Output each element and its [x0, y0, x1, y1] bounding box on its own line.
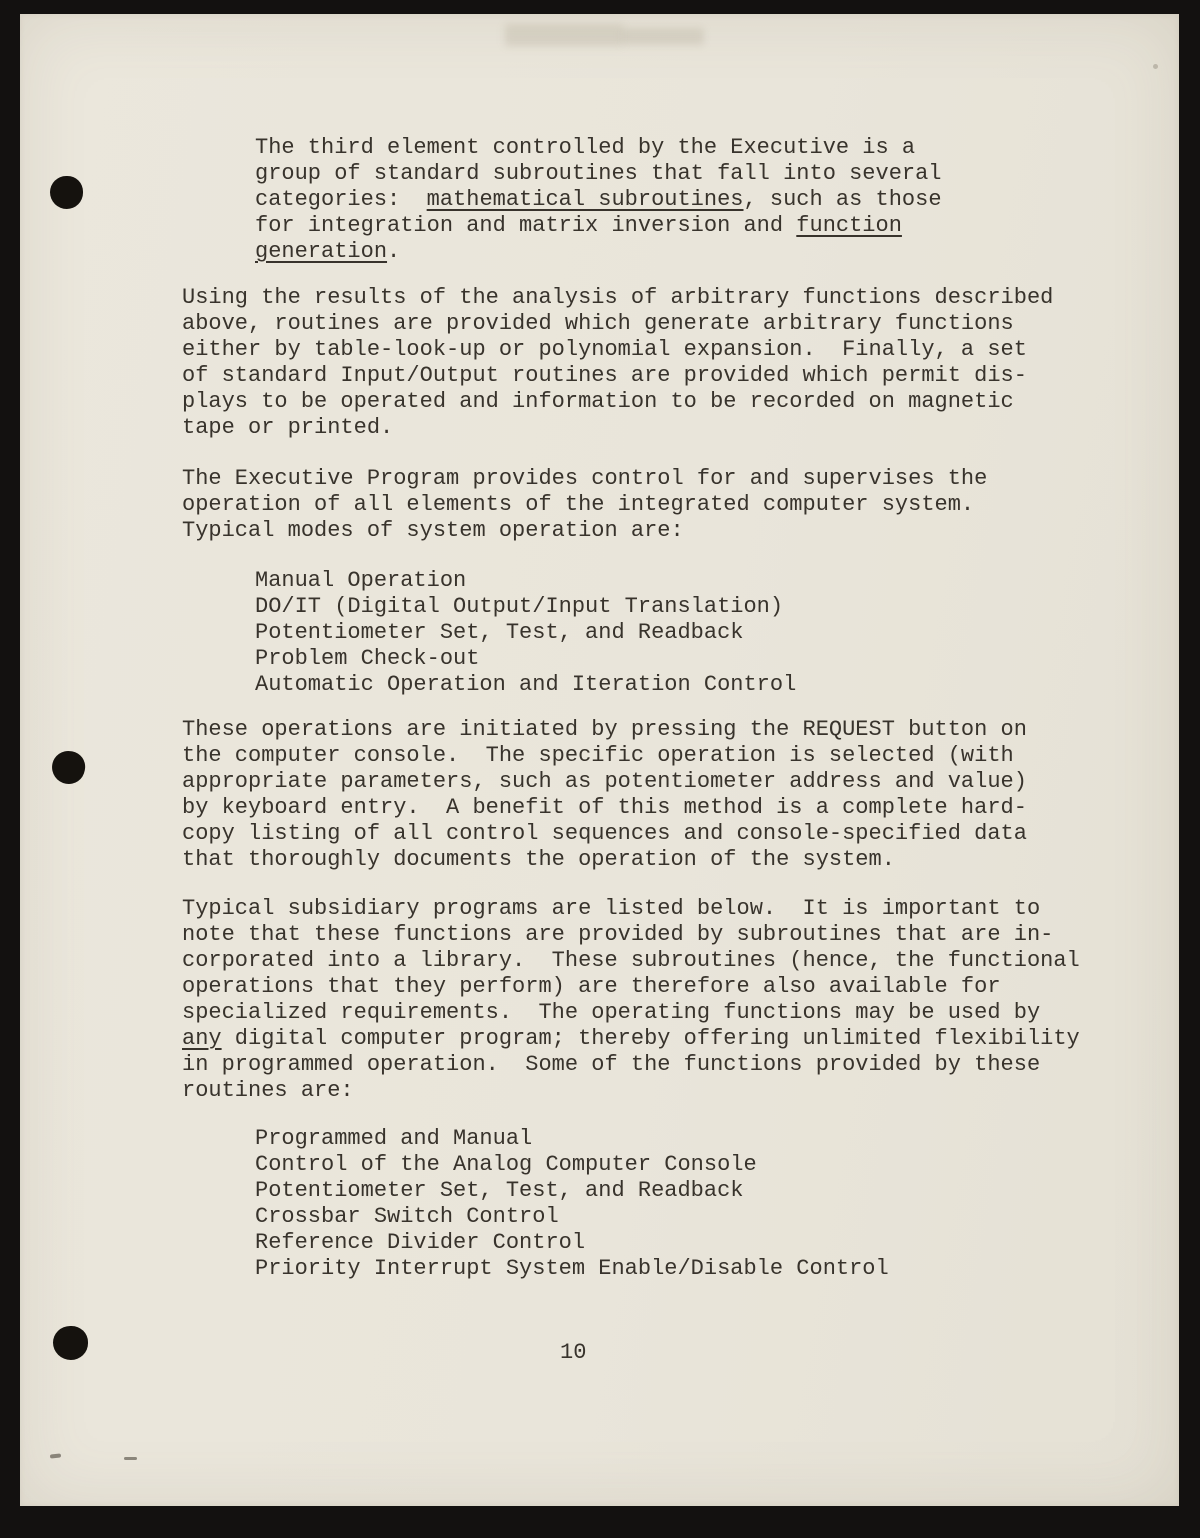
text-segment: categories:	[255, 187, 427, 212]
text-line	[182, 518, 987, 544]
paragraph-6	[182, 896, 1080, 1104]
text-line	[182, 415, 1053, 441]
list-item	[255, 1230, 889, 1256]
text-segment: Potentiometer Set, Test, and Readback	[255, 1178, 744, 1203]
text-line	[182, 974, 1080, 1000]
text-line	[182, 1026, 1080, 1052]
list-item	[255, 568, 796, 594]
text-line	[255, 213, 942, 239]
text-line	[182, 1052, 1080, 1078]
document-page	[20, 14, 1179, 1506]
paragraph-3	[182, 466, 987, 544]
text-segment: Manual Operation	[255, 568, 467, 593]
text-line	[182, 492, 987, 518]
paragraph-1	[255, 135, 942, 265]
text-segment: The third element controlled by the Executive is a	[255, 135, 916, 160]
text-segment: plays to be operated and information to be recorded on magnetic	[182, 389, 1014, 414]
text-segment: operations that they perform) are therefore also available for	[182, 974, 1001, 999]
text-segment: Control of the Analog Computer Console	[255, 1152, 757, 1177]
text-segment: These operations are initiated by pressing the REQUEST button on	[182, 717, 1027, 742]
text-line	[182, 1000, 1080, 1026]
text-line	[255, 161, 942, 187]
text-line	[182, 389, 1053, 415]
text-segment: , such as those	[743, 187, 942, 212]
list-7	[255, 1126, 889, 1282]
text-segment: corporated into a library. These subroutines (hence, the functional	[182, 948, 1080, 973]
text-segment: Priority Interrupt System Enable/Disable Control	[255, 1256, 889, 1281]
text-line	[255, 187, 942, 213]
text-segment: note that these functions are provided by subroutines that are in-	[182, 922, 1054, 947]
text-segment: routines are:	[182, 1078, 354, 1103]
list-item	[255, 672, 796, 698]
page-number: 10	[560, 1340, 587, 1365]
list-item	[255, 1256, 889, 1282]
text-line	[182, 717, 1027, 743]
ink-speck-3	[1153, 64, 1158, 69]
underlined-text: function	[796, 213, 902, 238]
list-4	[255, 568, 796, 698]
punch-hole-middle	[49, 748, 87, 786]
text-segment: Potentiometer Set, Test, and Readback	[255, 620, 744, 645]
text-segment: Crossbar Switch Control	[255, 1204, 559, 1229]
text-segment: operation of all elements of the integrated computer system.	[182, 492, 975, 517]
list-item	[255, 620, 796, 646]
text-line	[182, 285, 1053, 311]
paragraph-2	[182, 285, 1053, 441]
list-item	[255, 1126, 889, 1152]
text-segment: Automatic Operation and Iteration Control	[255, 672, 797, 697]
text-segment: above, routines are provided which generate arbitrary functions	[182, 311, 1014, 336]
text-segment: of standard Input/Output routines are provided which permit dis-	[182, 363, 1027, 388]
list-item	[255, 594, 796, 620]
text-segment: group of standard subroutines that fall into several	[255, 161, 942, 186]
text-segment: the computer console. The specific operation is selected (with	[182, 743, 1014, 768]
text-line	[182, 795, 1027, 821]
text-segment: specialized requirements. The operating functions may be used by	[182, 1000, 1041, 1025]
text-segment: appropriate parameters, such as potentiometer address and value)	[182, 769, 1027, 794]
text-segment: Typical subsidiary programs are listed below. It is important to	[182, 896, 1041, 921]
text-line	[182, 743, 1027, 769]
show-through-smudge-2	[622, 28, 704, 45]
text-line	[182, 337, 1053, 363]
list-item	[255, 1152, 889, 1178]
text-line	[182, 769, 1027, 795]
text-segment: that thoroughly documents the operation of the system.	[182, 847, 895, 872]
underlined-text: generation	[255, 239, 388, 264]
text-line	[182, 922, 1080, 948]
text-segment: for integration and matrix inversion and	[255, 213, 797, 238]
list-item	[255, 646, 796, 672]
text-line	[182, 896, 1080, 922]
paragraph-5	[182, 717, 1027, 873]
text-line	[182, 363, 1053, 389]
underlined-text: mathematical subroutines	[426, 187, 744, 212]
text-line	[255, 135, 942, 161]
punch-hole-bottom	[53, 1326, 88, 1360]
text-line	[182, 1078, 1080, 1104]
text-segment: either by table-look-up or polynomial expansion. Finally, a set	[182, 337, 1027, 362]
text-line	[182, 847, 1027, 873]
text-segment: Reference Divider Control	[255, 1230, 586, 1255]
list-item	[255, 1204, 889, 1230]
text-segment: DO/IT (Digital Output/Input Translation)	[255, 594, 784, 619]
text-line	[182, 821, 1027, 847]
text-segment: digital computer program; thereby offering unlimited flexibility	[221, 1026, 1080, 1051]
text-segment: in programmed operation. Some of the functions provided by these	[182, 1052, 1041, 1077]
text-line	[255, 239, 942, 265]
text-segment: The Executive Program provides control for and supervises the	[182, 466, 988, 491]
text-segment: copy listing of all control sequences and console-specified data	[182, 821, 1027, 846]
text-segment: Problem Check-out	[255, 646, 480, 671]
text-segment: by keyboard entry. A benefit of this method is a complete hard-	[182, 795, 1027, 820]
text-line	[182, 948, 1080, 974]
underlined-text: any	[182, 1026, 222, 1051]
text-line	[182, 466, 987, 492]
punch-hole-top	[50, 176, 83, 209]
text-segment: Programmed and Manual	[255, 1126, 533, 1151]
text-line	[182, 311, 1053, 337]
list-item	[255, 1178, 889, 1204]
ink-speck-1	[50, 1453, 61, 1458]
ink-speck-2	[124, 1457, 137, 1460]
text-segment: Typical modes of system operation are:	[182, 518, 684, 543]
text-segment: Using the results of the analysis of arbitrary functions described	[182, 285, 1054, 310]
text-segment: .	[387, 239, 401, 264]
text-segment: tape or printed.	[182, 415, 394, 440]
show-through-smudge-1	[505, 24, 623, 46]
